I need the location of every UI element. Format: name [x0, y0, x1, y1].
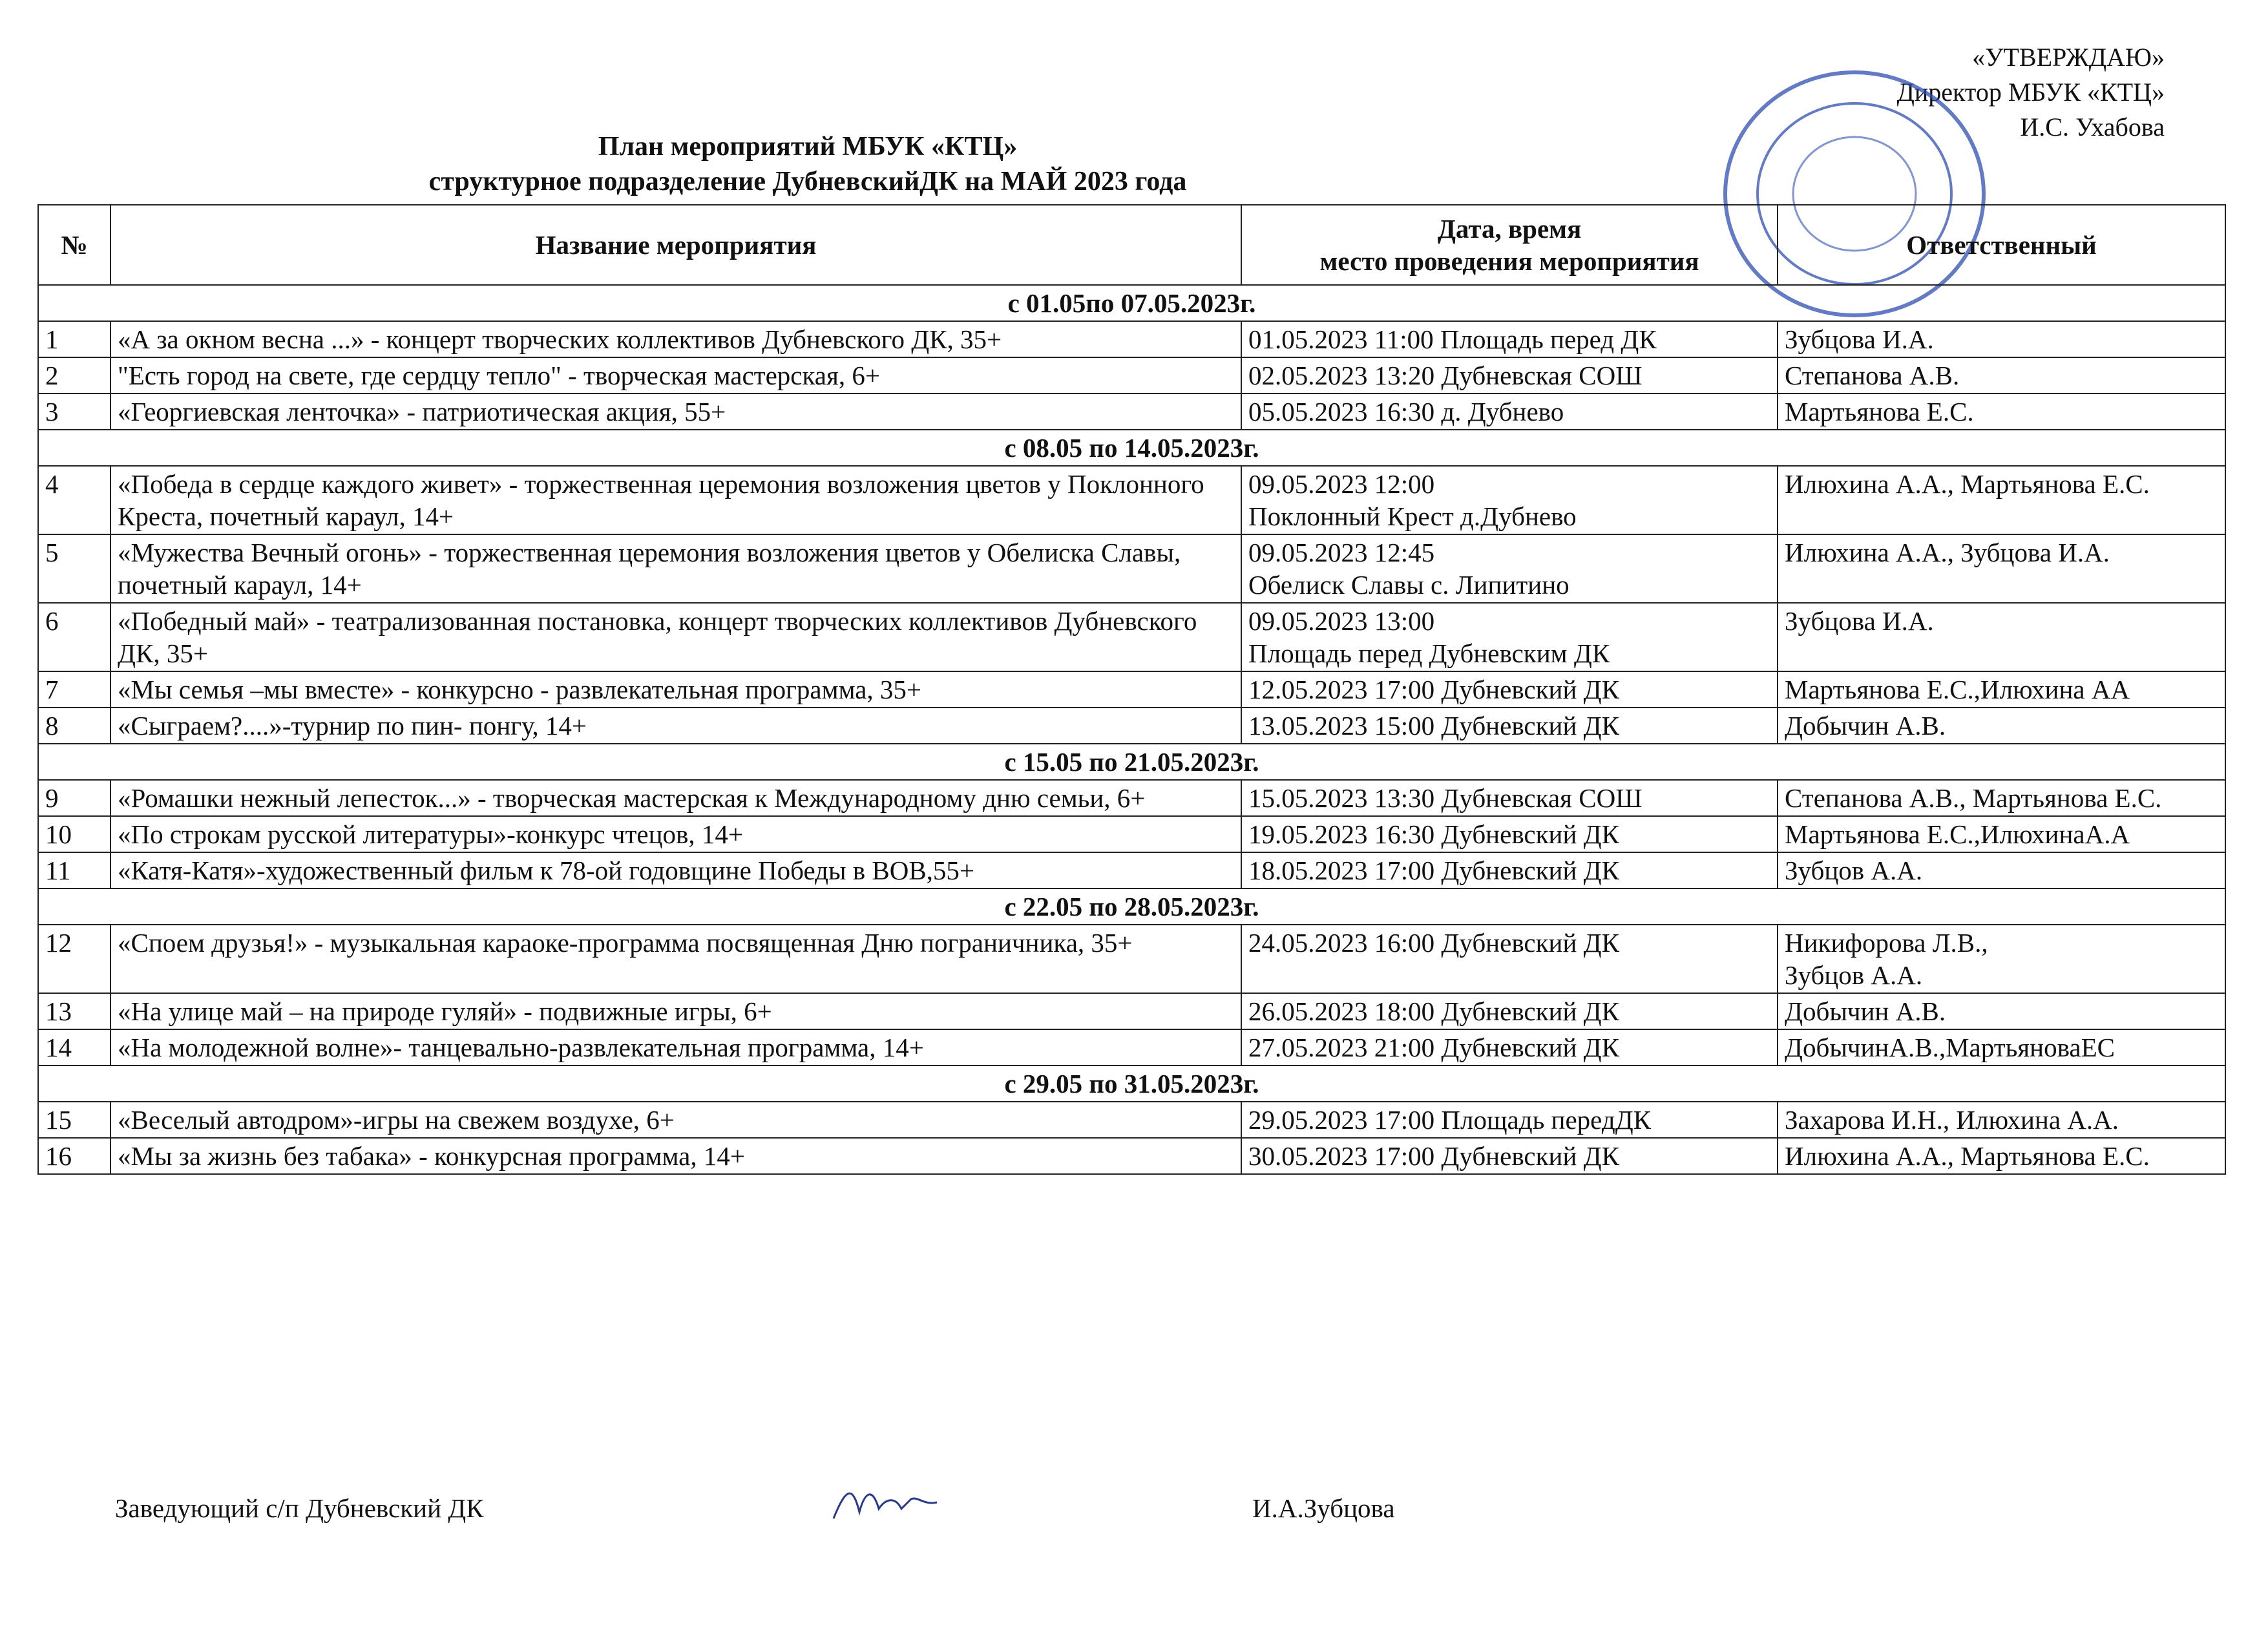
cell-num: 10 — [38, 816, 110, 852]
section-row — [38, 285, 2225, 321]
cell-date: 01.05.2023 11:00 Площадь перед ДК — [1241, 321, 1778, 357]
cell-name: «По строкам русской литературы»-конкурс чтецов, 14+ — [110, 816, 1241, 852]
cell-num: 11 — [38, 852, 110, 888]
table-row — [38, 993, 2225, 1029]
approval-line-1: «УТВЕРЖДАЮ» — [1972, 43, 2165, 72]
cell-responsible: Зубцова И.А. — [1778, 321, 2225, 357]
cell-name: «На улице май – на природе гуляй» - подвижные игры, 6+ — [110, 993, 1241, 1029]
table-row — [38, 708, 2225, 744]
cell-num: 13 — [38, 993, 110, 1029]
cell-date: 09.05.2023 12:00 Поклонный Крест д.Дубнево — [1241, 466, 1778, 534]
cell-date: 29.05.2023 17:00 Площадь передДК — [1241, 1102, 1778, 1138]
cell-responsible: Мартьянова Е.С. — [1778, 394, 2225, 430]
column-header-name: Название мероприятия — [110, 205, 1241, 285]
cell-name: «Георгиевская ленточка» - патриотическая акция, 55+ — [110, 394, 1241, 430]
table-row — [38, 534, 2225, 603]
section-row — [38, 744, 2225, 780]
section-row — [38, 888, 2225, 925]
cell-num: 1 — [38, 321, 110, 357]
cell-date: 18.05.2023 17:00 Дубневский ДК — [1241, 852, 1778, 888]
column-header-date-line1: Дата, время — [1437, 214, 1582, 244]
cell-date: 27.05.2023 21:00 Дубневский ДК — [1241, 1029, 1778, 1066]
approval-line-3: И.С. Ухабова — [2020, 112, 2165, 142]
document-title: План мероприятий МБУК «КТЦ» — [598, 132, 1018, 162]
cell-num: 8 — [38, 708, 110, 744]
cell-name: «Победный май» - театрализованная постановка, концерт творческих коллективов Дубневского ДК, 35+ — [110, 603, 1241, 671]
cell-date: 24.05.2023 16:00 Дубневский ДК — [1241, 925, 1778, 993]
cell-date: 19.05.2023 16:30 Дубневский ДК — [1241, 816, 1778, 852]
cell-date: 05.05.2023 16:30 д. Дубнево — [1241, 394, 1778, 430]
cell-name: «Мы семья –мы вместе» - конкурсно - развлекательная программа, 35+ — [110, 671, 1241, 708]
cell-num: 5 — [38, 534, 110, 603]
cell-date: 12.05.2023 17:00 Дубневский ДК — [1241, 671, 1778, 708]
cell-num: 2 — [38, 357, 110, 394]
column-header-date — [1241, 205, 1778, 285]
cell-date: 02.05.2023 13:20 Дубневская СОШ — [1241, 357, 1778, 394]
column-header-num: № — [38, 205, 110, 285]
signature-position: Заведующий с/п Дубневский ДК — [115, 1493, 484, 1523]
table-row — [38, 1029, 2225, 1066]
cell-responsible: Илюхина А.А., Зубцова И.А. — [1778, 534, 2225, 603]
cell-name: "Есть город на свете, где сердцу тепло" - творческая мастерская, 6+ — [110, 357, 1241, 394]
table-row — [38, 394, 2225, 430]
table-row — [38, 852, 2225, 888]
cell-date: 30.05.2023 17:00 Дубневский ДК — [1241, 1138, 1778, 1174]
cell-name: «Сыграем?....»-турнир по пин- понгу, 14+ — [110, 708, 1241, 744]
section-label: с 01.05по 07.05.2023г. — [38, 285, 2225, 321]
cell-responsible: Захарова И.Н., Илюхина А.А. — [1778, 1102, 2225, 1138]
table-row — [38, 780, 2225, 816]
cell-name: «Победа в сердце каждого живет» - торжественная церемония возложения цветов у Поклонного Креста, почетный караул, 14+ — [110, 466, 1241, 534]
table-row — [38, 925, 2225, 993]
cell-name: «Мужества Вечный огонь» - торжественная церемония возложения цветов у Обелиска Славы, почетный караул, 14+ — [110, 534, 1241, 603]
section-label: с 08.05 по 14.05.2023г. — [38, 430, 2225, 466]
cell-num: 6 — [38, 603, 110, 671]
section-label: с 29.05 по 31.05.2023г. — [38, 1066, 2225, 1102]
table-row — [38, 1138, 2225, 1174]
document-subtitle: структурное подразделение ДубневскийДК на МАЙ 2023 года — [428, 167, 1187, 196]
approval-line-2: Директор МБУК «КТЦ» — [1896, 78, 2165, 107]
cell-num: 12 — [38, 925, 110, 993]
cell-num: 14 — [38, 1029, 110, 1066]
table-row — [38, 357, 2225, 394]
cell-responsible: Зубцов А.А. — [1778, 852, 2225, 888]
handwritten-signature-icon — [827, 1473, 943, 1531]
cell-responsible: Зубцова И.А. — [1778, 603, 2225, 671]
cell-responsible: Степанова А.В., Мартьянова Е.С. — [1778, 780, 2225, 816]
cell-name: «Веселый автодром»-игры на свежем воздухе, 6+ — [110, 1102, 1241, 1138]
table-row — [38, 603, 2225, 671]
cell-num: 7 — [38, 671, 110, 708]
cell-responsible: Мартьянова Е.С.,Илюхина АА — [1778, 671, 2225, 708]
cell-num: 15 — [38, 1102, 110, 1138]
table-row — [38, 816, 2225, 852]
table-row — [38, 321, 2225, 357]
section-row — [38, 430, 2225, 466]
table-row — [38, 1102, 2225, 1138]
cell-num: 4 — [38, 466, 110, 534]
table-row — [38, 466, 2225, 534]
cell-responsible: Добычин А.В. — [1778, 993, 2225, 1029]
column-header-date-line2: место проведения мероприятия — [1319, 246, 1699, 276]
section-row — [38, 1066, 2225, 1102]
table-row — [38, 671, 2225, 708]
cell-date: 09.05.2023 12:45 Обелиск Славы с. Липитино — [1241, 534, 1778, 603]
signature-name: И.А.Зубцова — [1252, 1493, 1395, 1523]
events-table — [37, 204, 2226, 1175]
cell-responsible: Никифорова Л.В., Зубцов А.А. — [1778, 925, 2225, 993]
cell-date: 09.05.2023 13:00 Площадь перед Дубневским ДК — [1241, 603, 1778, 671]
cell-responsible: Илюхина А.А., Мартьянова Е.С. — [1778, 466, 2225, 534]
cell-responsible: Илюхина А.А., Мартьянова Е.С. — [1778, 1138, 2225, 1174]
cell-name: «Ромашки нежный лепесток...» - творческая мастерская к Международному дню семьи, 6+ — [110, 780, 1241, 816]
cell-responsible: Добычин А.В. — [1778, 708, 2225, 744]
section-label: с 22.05 по 28.05.2023г. — [38, 888, 2225, 925]
cell-name: «Споем друзья!» - музыкальная караоке-программа посвященная Дню пограничника, 35+ — [110, 925, 1241, 993]
cell-responsible: Мартьянова Е.С.,ИлюхинаА.А — [1778, 816, 2225, 852]
section-label: с 15.05 по 21.05.2023г. — [38, 744, 2225, 780]
cell-responsible: Степанова А.В. — [1778, 357, 2225, 394]
cell-name: «Мы за жизнь без табака» - конкурсная программа, 14+ — [110, 1138, 1241, 1174]
cell-date: 15.05.2023 13:30 Дубневская СОШ — [1241, 780, 1778, 816]
cell-date: 26.05.2023 18:00 Дубневский ДК — [1241, 993, 1778, 1029]
column-header-responsible: Ответственный — [1778, 205, 2225, 285]
table-header-row — [38, 205, 2225, 285]
cell-num: 9 — [38, 780, 110, 816]
cell-num: 3 — [38, 394, 110, 430]
cell-responsible: ДобычинА.В.,МартьяноваЕС — [1778, 1029, 2225, 1066]
cell-name: «На молодежной волне»- танцевально-развлекательная программа, 14+ — [110, 1029, 1241, 1066]
cell-name: «А за окном весна ...» - концерт творческих коллективов Дубневского ДК, 35+ — [110, 321, 1241, 357]
cell-name: «Катя-Катя»-художественный фильм к 78-ой годовщине Победы в ВОВ,55+ — [110, 852, 1241, 888]
cell-num: 16 — [38, 1138, 110, 1174]
approval-block — [1897, 40, 2165, 145]
cell-date: 13.05.2023 15:00 Дубневский ДК — [1241, 708, 1778, 744]
